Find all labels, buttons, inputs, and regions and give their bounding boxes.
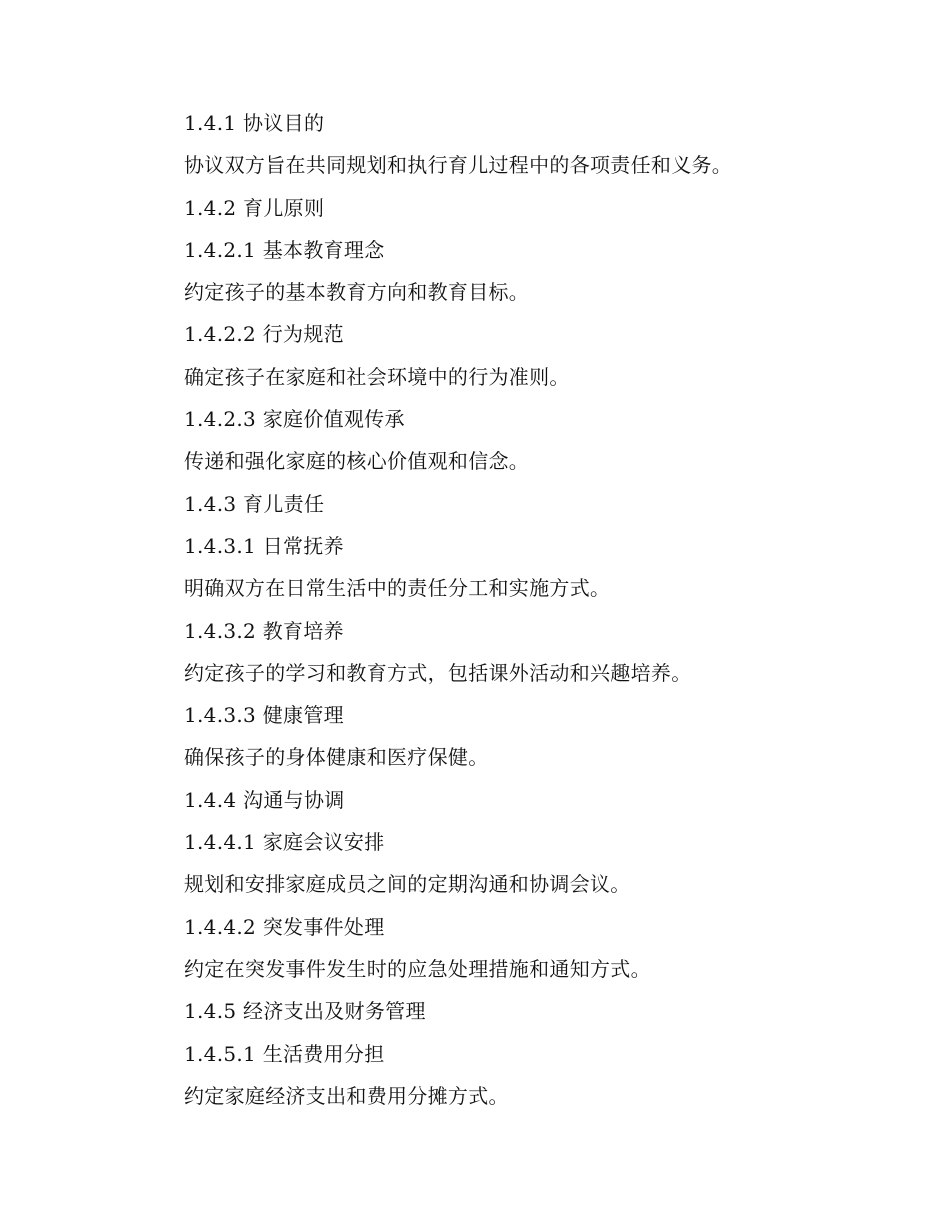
heading-1-4-3: 1.4.3 育儿责任 bbox=[184, 491, 325, 516]
paragraph: 确保孩子的身体健康和医疗保健。 bbox=[184, 745, 489, 770]
heading-1-4-3-3: 1.4.3.3 健康管理 bbox=[184, 703, 344, 728]
heading-1-4-4-1: 1.4.4.1 家庭会议安排 bbox=[184, 830, 385, 855]
heading-1-4-3-2: 1.4.3.2 教育培养 bbox=[184, 618, 344, 643]
paragraph: 约定在突发事件发生时的应急处理措施和通知方式。 bbox=[184, 956, 651, 981]
paragraph: 确定孩子在家庭和社会环境中的行为准则。 bbox=[184, 364, 570, 389]
paragraph: 规划和安排家庭成员之间的定期沟通和协调会议。 bbox=[184, 872, 631, 897]
heading-1-4-2-2: 1.4.2.2 行为规范 bbox=[184, 322, 344, 347]
heading-1-4-2: 1.4.2 育儿原则 bbox=[184, 195, 325, 220]
paragraph: 协议双方旨在共同规划和执行育儿过程中的各项责任和义务。 bbox=[184, 153, 733, 178]
heading-1-4-5-1: 1.4.5.1 生活费用分担 bbox=[184, 1041, 385, 1066]
heading-1-4-3-1: 1.4.3.1 日常抚养 bbox=[184, 533, 344, 558]
paragraph: 约定家庭经济支出和费用分摊方式。 bbox=[184, 1083, 509, 1108]
heading-1-4-4-2: 1.4.4.2 突发事件处理 bbox=[184, 914, 385, 939]
heading-1-4-2-1: 1.4.2.1 基本教育理念 bbox=[184, 237, 385, 262]
paragraph: 约定孩子的基本教育方向和教育目标。 bbox=[184, 280, 530, 305]
heading-1-4-2-3: 1.4.2.3 家庭价值观传承 bbox=[184, 407, 405, 432]
heading-1-4-5: 1.4.5 经济支出及财务管理 bbox=[184, 999, 426, 1024]
document-body bbox=[184, 107, 884, 1122]
heading-1-4-1: 1.4.1 协议目的 bbox=[184, 111, 325, 135]
heading-1-4-4: 1.4.4 沟通与协调 bbox=[184, 787, 345, 812]
paragraph: 约定孩子的学习和教育方式，包括课外活动和兴趣培养。 bbox=[184, 660, 692, 685]
paragraph: 明确双方在日常生活中的责任分工和实施方式。 bbox=[184, 576, 611, 601]
paragraph: 传递和强化家庭的核心价值观和信念。 bbox=[184, 449, 530, 474]
